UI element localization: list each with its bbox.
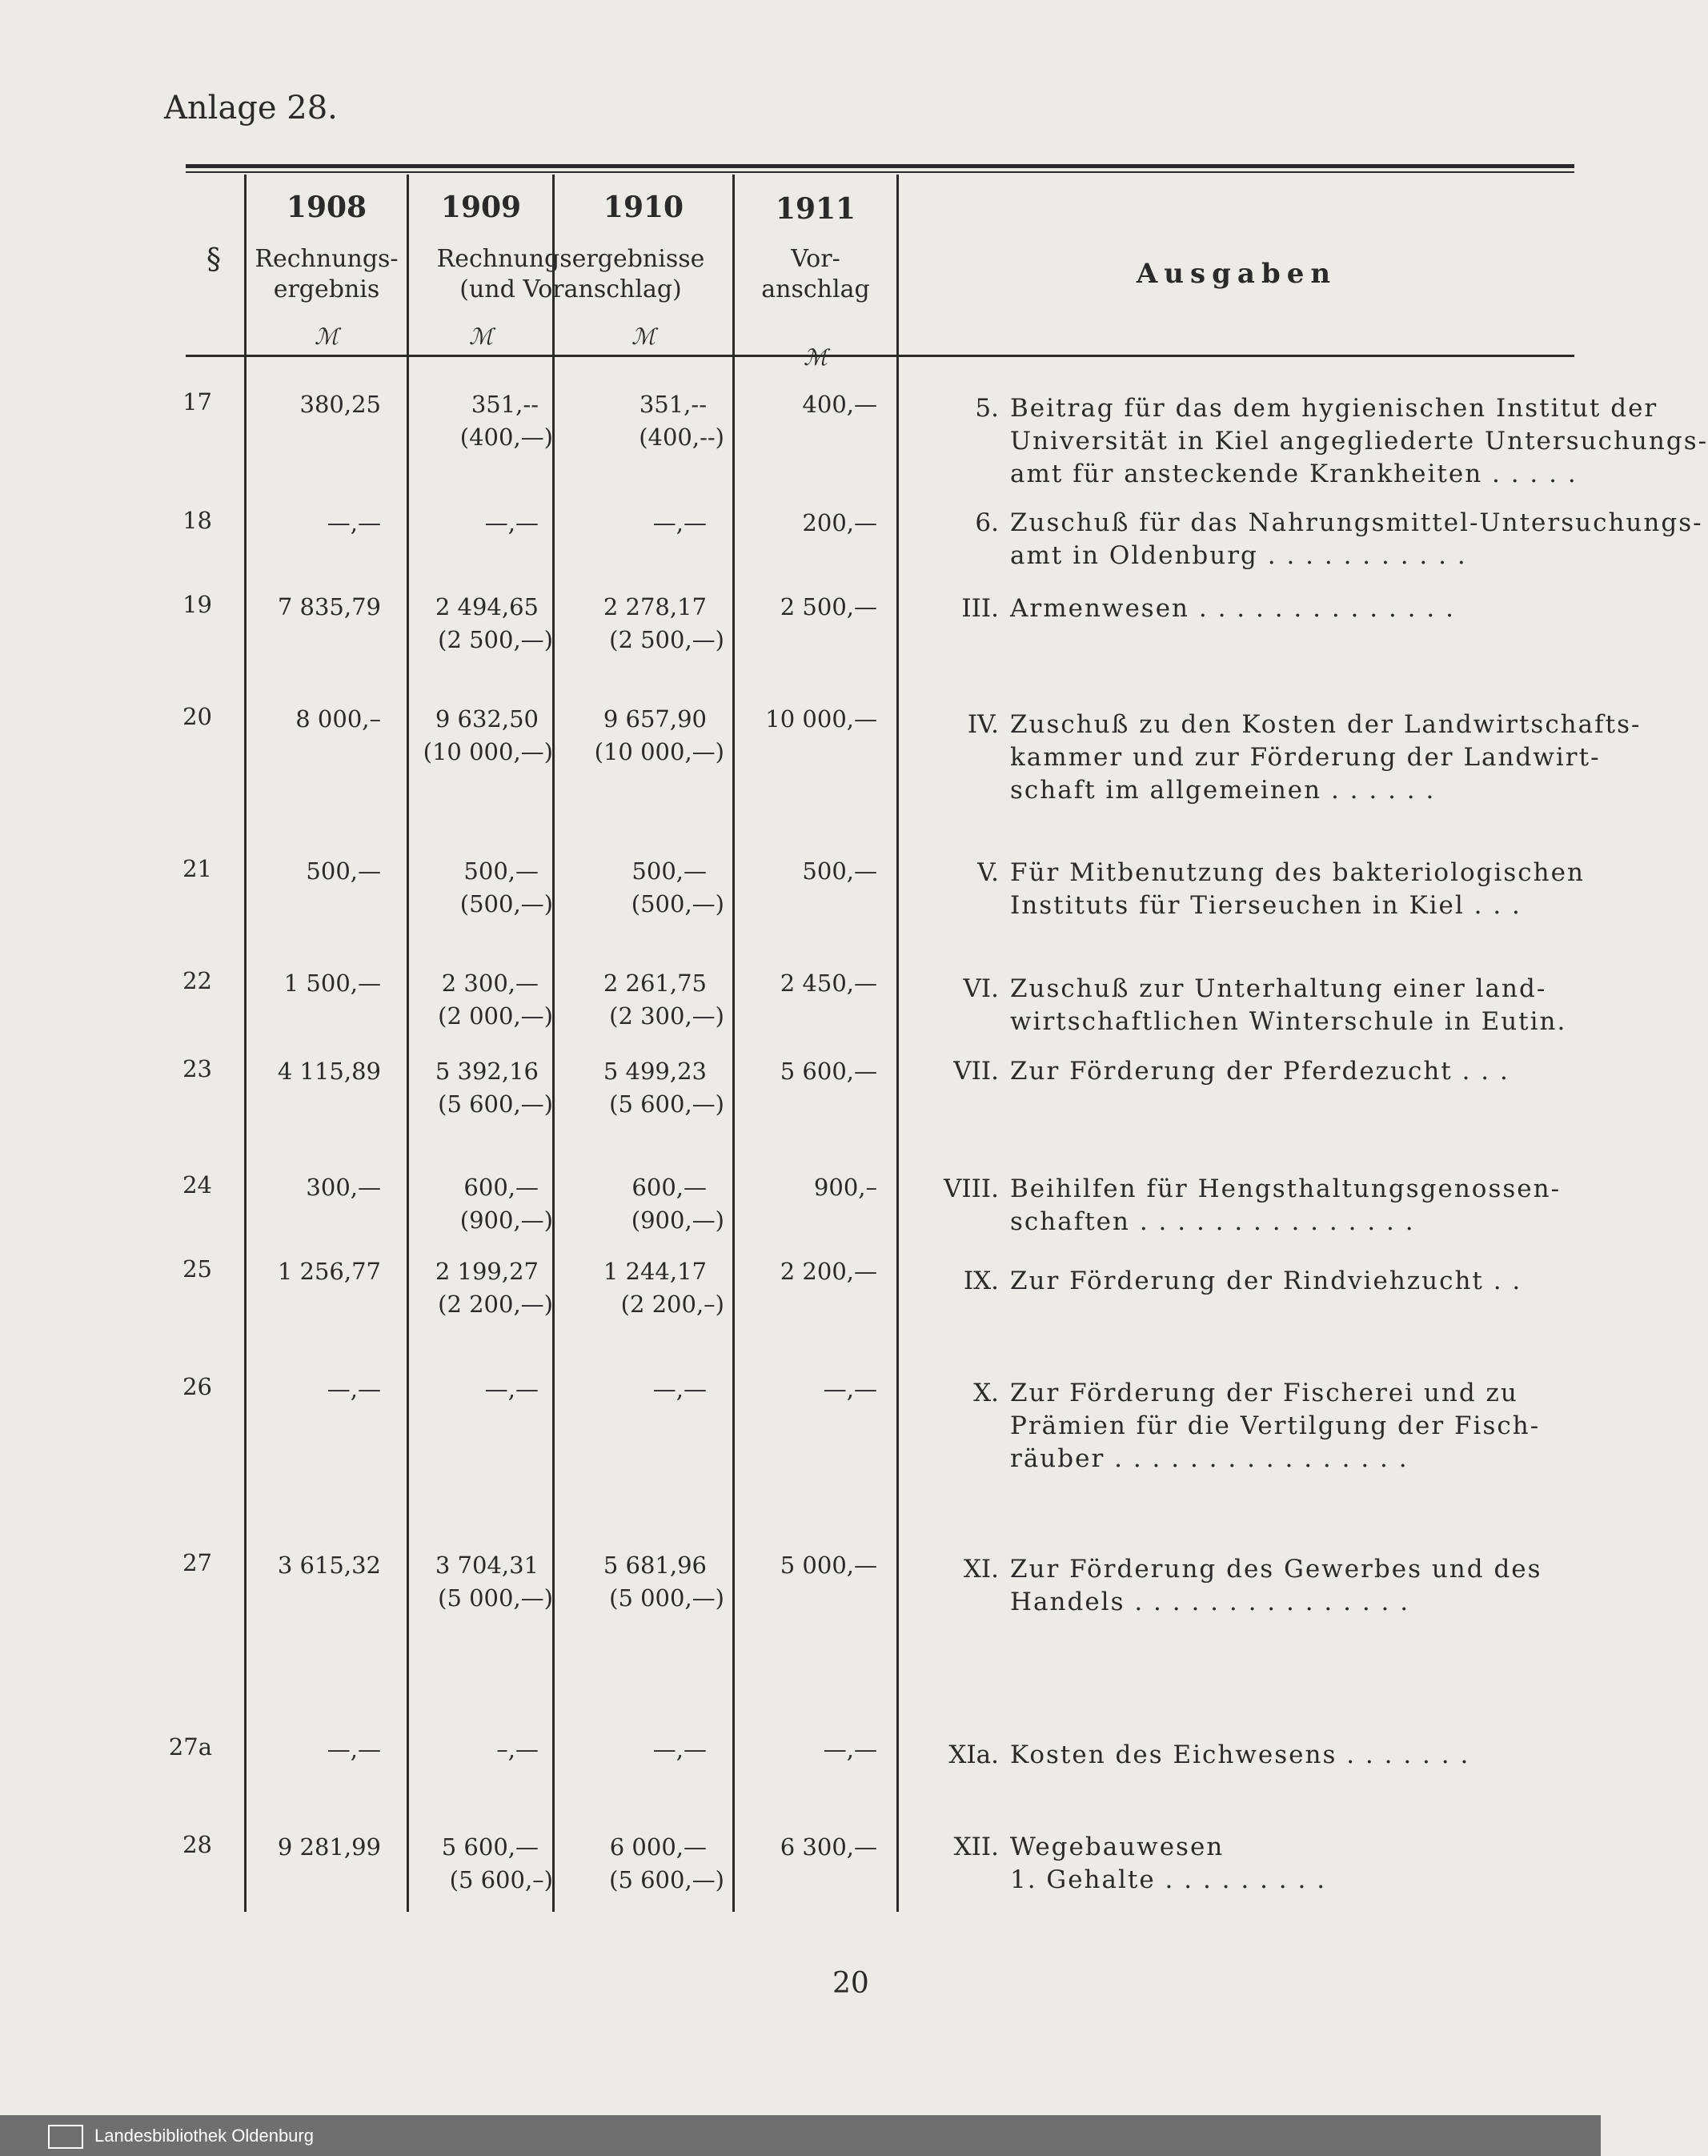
expense-description xyxy=(912,392,1708,491)
col-1908-label-2: ergebnis xyxy=(273,275,380,303)
description-line xyxy=(912,1173,1561,1206)
unit-mark: ℳ xyxy=(631,323,656,350)
value-1911: 500,— xyxy=(802,857,877,885)
section-number: 17 xyxy=(182,388,212,416)
value-1911: —,— xyxy=(823,1736,877,1763)
description-text: Armenwesen . . . . . . . . . . . . . . xyxy=(1010,594,1455,623)
description-line xyxy=(912,425,1708,458)
value-1909-estimate: (10 000,—) xyxy=(423,738,553,765)
value-1910: 2 261,75 xyxy=(603,970,707,997)
value-1911: 900,– xyxy=(813,1174,877,1201)
value-1909-estimate: (500,—) xyxy=(459,890,553,917)
value-1908: 1 256,77 xyxy=(277,1258,381,1285)
item-label: X. xyxy=(973,1379,999,1407)
value-1910: 1 244,17 xyxy=(603,1258,707,1285)
item-label: 5. xyxy=(975,394,999,423)
value-1909-estimate: (400,—) xyxy=(459,424,553,451)
value-1910: —,— xyxy=(652,1736,707,1763)
value-1909: 5 392,16 xyxy=(435,1058,539,1085)
description-line xyxy=(912,1055,1510,1088)
unit-mark: ℳ xyxy=(804,344,828,371)
item-label: 6. xyxy=(975,508,999,537)
description-line xyxy=(912,889,1585,922)
section-number: 21 xyxy=(182,855,212,882)
value-1910: —,— xyxy=(652,1375,707,1403)
value-1910: 6 000,— xyxy=(609,1833,707,1861)
value-1910: 2 278,17 xyxy=(603,593,707,620)
item-label: IX. xyxy=(963,1267,999,1295)
column-divider xyxy=(244,175,247,1912)
description-line xyxy=(912,392,1708,425)
year-1911: 1911 xyxy=(775,192,856,226)
description-line xyxy=(912,1831,1326,1864)
value-1910: 9 657,90 xyxy=(603,705,707,733)
year-1909: 1909 xyxy=(440,191,522,224)
description-line xyxy=(912,458,1708,491)
value-1908: —,— xyxy=(327,509,381,536)
description-text: Für Mitbenutzung des bakteriologischen xyxy=(1010,858,1585,887)
description-text: Handels . . . . . . . . . . . . . . . xyxy=(1010,1588,1410,1616)
description-text: 1. Gehalte . . . . . . . . . xyxy=(1010,1865,1327,1894)
value-1910: 500,— xyxy=(631,857,707,885)
value-1909: 5 600,— xyxy=(441,1833,539,1861)
section-number: 23 xyxy=(182,1055,212,1082)
description-line xyxy=(912,1586,1542,1619)
value-1909-estimate: (2 200,—) xyxy=(438,1291,553,1318)
description-line xyxy=(912,973,1566,1006)
value-1909: 9 632,50 xyxy=(435,705,539,733)
section-number: 22 xyxy=(182,967,212,994)
description-line xyxy=(912,540,1703,572)
description-line xyxy=(912,1265,1522,1298)
description-text: Prämien für die Vertilgung der Fisch- xyxy=(1010,1411,1541,1440)
value-1909-estimate: (900,—) xyxy=(459,1206,553,1234)
description-text: räuber . . . . . . . . . . . . . . . . xyxy=(1010,1444,1409,1473)
section-number: 28 xyxy=(182,1831,212,1858)
expense-description xyxy=(912,709,1641,807)
item-label: III. xyxy=(961,594,999,623)
description-line xyxy=(912,1377,1540,1410)
description-line xyxy=(912,709,1641,741)
value-1910-estimate: (500,—) xyxy=(631,890,724,917)
value-1911: 2 500,— xyxy=(780,593,877,620)
description-text: schaften . . . . . . . . . . . . . . . xyxy=(1010,1207,1415,1236)
value-1910-estimate: (10 000,—) xyxy=(594,738,724,765)
description-text: kammer und zur Förderung der Landwirt- xyxy=(1010,743,1601,772)
item-label: VIII. xyxy=(944,1174,999,1203)
description-text: Zuschuß zu den Kosten der Landwirtschafts- xyxy=(1010,710,1642,739)
item-label: VII. xyxy=(953,1057,999,1086)
value-1911: 5 000,— xyxy=(780,1552,877,1579)
section-number: 27a xyxy=(168,1733,212,1761)
description-text: Zuschuß für das Nahrungsmittel-Untersuchungs- xyxy=(1010,508,1703,537)
value-1910-estimate: (400,--) xyxy=(639,424,724,451)
value-1909: 500,— xyxy=(463,857,539,885)
section-header: § xyxy=(206,243,221,276)
library-name: Landesbibliothek Oldenburg xyxy=(94,2126,314,2146)
expense-description xyxy=(912,1831,1326,1897)
description-line xyxy=(912,741,1641,774)
value-1908: —,— xyxy=(327,1736,381,1763)
value-1909: 600,— xyxy=(463,1174,539,1201)
section-number: 24 xyxy=(182,1171,212,1198)
description-text: Beitrag für das dem hygienischen Institut der xyxy=(1010,394,1658,423)
library-logo-icon xyxy=(48,2125,83,2149)
description-line xyxy=(912,1006,1566,1038)
description-text: amt in Oldenburg . . . . . . . . . . . xyxy=(1010,541,1467,570)
description-line xyxy=(912,1864,1326,1897)
value-1910-estimate: (5 600,—) xyxy=(609,1090,724,1118)
description-text: Kosten des Eichwesens . . . . . . . xyxy=(1010,1740,1470,1769)
value-1910-estimate: (900,—) xyxy=(631,1206,724,1234)
year-1910: 1910 xyxy=(603,191,684,224)
section-number: 25 xyxy=(182,1255,212,1283)
column-divider xyxy=(732,175,735,1912)
unit-mark: ℳ xyxy=(315,323,339,350)
col-0910-label-1: Rechnungsergebnisse xyxy=(436,245,705,273)
value-1908: —,— xyxy=(327,1375,381,1403)
section-number: 18 xyxy=(182,507,212,534)
value-1909: 351,-- xyxy=(471,391,539,418)
value-1910: 600,— xyxy=(631,1174,707,1201)
value-1910-estimate: (2 500,—) xyxy=(609,626,724,653)
item-label: IV. xyxy=(967,710,999,739)
description-text: Zur Förderung der Fischerei und zu xyxy=(1010,1379,1518,1407)
description-text: amt für ansteckende Krankheiten . . . . . xyxy=(1010,460,1578,488)
value-1908: 8 000,– xyxy=(295,705,381,733)
value-1909-estimate: (5 600,–) xyxy=(449,1866,553,1893)
value-1911: —,— xyxy=(823,1375,877,1403)
expense-description xyxy=(912,1055,1510,1088)
value-1911: 6 300,— xyxy=(780,1833,877,1861)
value-1911: 400,— xyxy=(802,391,877,418)
table-top-rule xyxy=(186,164,1574,168)
value-1909-estimate: (5 000,—) xyxy=(438,1584,553,1612)
value-1908: 500,— xyxy=(306,857,381,885)
value-1908: 3 615,32 xyxy=(277,1552,381,1579)
value-1910-estimate: (5 000,—) xyxy=(609,1584,724,1612)
description-line xyxy=(912,592,1455,625)
value-1910-estimate: (5 600,—) xyxy=(609,1866,724,1893)
description-line xyxy=(912,1739,1469,1772)
unit-mark: ℳ xyxy=(469,323,493,350)
ausgaben-heading: Ausgaben xyxy=(1136,258,1337,290)
description-line xyxy=(912,1206,1561,1239)
value-1908: 7 835,79 xyxy=(277,593,381,620)
value-1908: 380,25 xyxy=(299,391,381,418)
description-text: schaft im allgemeinen . . . . . . xyxy=(1010,776,1436,805)
item-label: XII. xyxy=(953,1833,999,1861)
expense-description xyxy=(912,1265,1522,1298)
expense-description xyxy=(912,1377,1540,1475)
expense-description xyxy=(912,1739,1469,1772)
value-1909: —,— xyxy=(484,509,539,536)
value-1911: 2 450,— xyxy=(780,970,877,997)
value-1910-estimate: (2 300,—) xyxy=(609,1002,724,1030)
description-line xyxy=(912,857,1585,889)
description-text: Beihilfen für Hengsthaltungsgenossen- xyxy=(1010,1174,1562,1203)
section-number: 26 xyxy=(182,1373,212,1400)
value-1910: 5 499,23 xyxy=(603,1058,707,1085)
value-1910: 351,-- xyxy=(639,391,707,418)
value-1909: 2 199,27 xyxy=(435,1258,539,1285)
expense-description xyxy=(912,973,1566,1038)
expense-description xyxy=(912,1553,1542,1619)
item-label: VI. xyxy=(963,974,999,1003)
description-text: Universität in Kiel angegliederte Untersuchungs- xyxy=(1010,427,1708,456)
description-line xyxy=(912,507,1703,540)
value-1909: 2 300,— xyxy=(441,970,539,997)
col-1908-label-1: Rechnungs- xyxy=(255,245,399,273)
table-top-rule-thin xyxy=(186,171,1574,173)
page-title: Anlage 28. xyxy=(164,90,338,126)
value-1909: –,— xyxy=(496,1736,539,1763)
section-number: 20 xyxy=(182,703,212,730)
description-line xyxy=(912,1553,1542,1586)
section-number: 27 xyxy=(182,1549,212,1576)
value-1911: 10 000,— xyxy=(765,705,877,733)
col-1911-label-1: Vor- xyxy=(791,245,840,273)
value-1911: 5 600,— xyxy=(780,1058,877,1085)
expense-description xyxy=(912,857,1585,922)
description-text: wirtschaftlichen Winterschule in Eutin. xyxy=(1010,1007,1567,1036)
section-number: 19 xyxy=(182,591,212,618)
year-1908: 1908 xyxy=(286,191,367,224)
description-line xyxy=(912,1443,1540,1475)
expense-description xyxy=(912,592,1455,625)
value-1909: 2 494,65 xyxy=(435,593,539,620)
value-1910: 5 681,96 xyxy=(603,1552,707,1579)
value-1908: 300,— xyxy=(306,1174,381,1201)
value-1908: 4 115,89 xyxy=(277,1058,381,1085)
value-1910-estimate: (2 200,–) xyxy=(620,1291,724,1318)
description-text: Zur Förderung der Pferdezucht . . . xyxy=(1010,1057,1510,1086)
col-0910-label-2: (und Voranschlag) xyxy=(459,275,682,303)
value-1910: —,— xyxy=(652,509,707,536)
expense-description xyxy=(912,1173,1561,1239)
description-line xyxy=(912,774,1641,807)
description-text: Instituts für Tierseuchen in Kiel . . . xyxy=(1010,891,1522,920)
value-1911: 200,— xyxy=(802,509,877,536)
value-1909: 3 704,31 xyxy=(435,1552,539,1579)
value-1909-estimate: (2 500,—) xyxy=(438,626,553,653)
description-text: Zuschuß zur Unterhaltung einer land- xyxy=(1010,974,1547,1003)
value-1908: 1 500,— xyxy=(283,970,381,997)
item-label: XI. xyxy=(963,1555,999,1584)
library-footer xyxy=(0,2115,1601,2156)
expense-description xyxy=(912,507,1703,572)
value-1909: —,— xyxy=(484,1375,539,1403)
value-1909-estimate: (5 600,—) xyxy=(438,1090,553,1118)
item-label: V. xyxy=(977,858,999,887)
value-1909-estimate: (2 000,—) xyxy=(438,1002,553,1030)
col-1911-label-2: anschlag xyxy=(761,275,870,303)
description-text: Wegebauwesen xyxy=(1010,1833,1225,1861)
description-line xyxy=(912,1410,1540,1443)
item-label: XIa. xyxy=(948,1740,999,1769)
page-number: 20 xyxy=(832,1967,869,2000)
description-text: Zur Förderung des Gewerbes und des xyxy=(1010,1555,1542,1584)
description-text: Zur Förderung der Rindviehzucht . . xyxy=(1010,1267,1522,1295)
value-1911: 2 200,— xyxy=(780,1258,877,1285)
value-1908: 9 281,99 xyxy=(277,1833,381,1861)
column-divider xyxy=(896,175,899,1912)
